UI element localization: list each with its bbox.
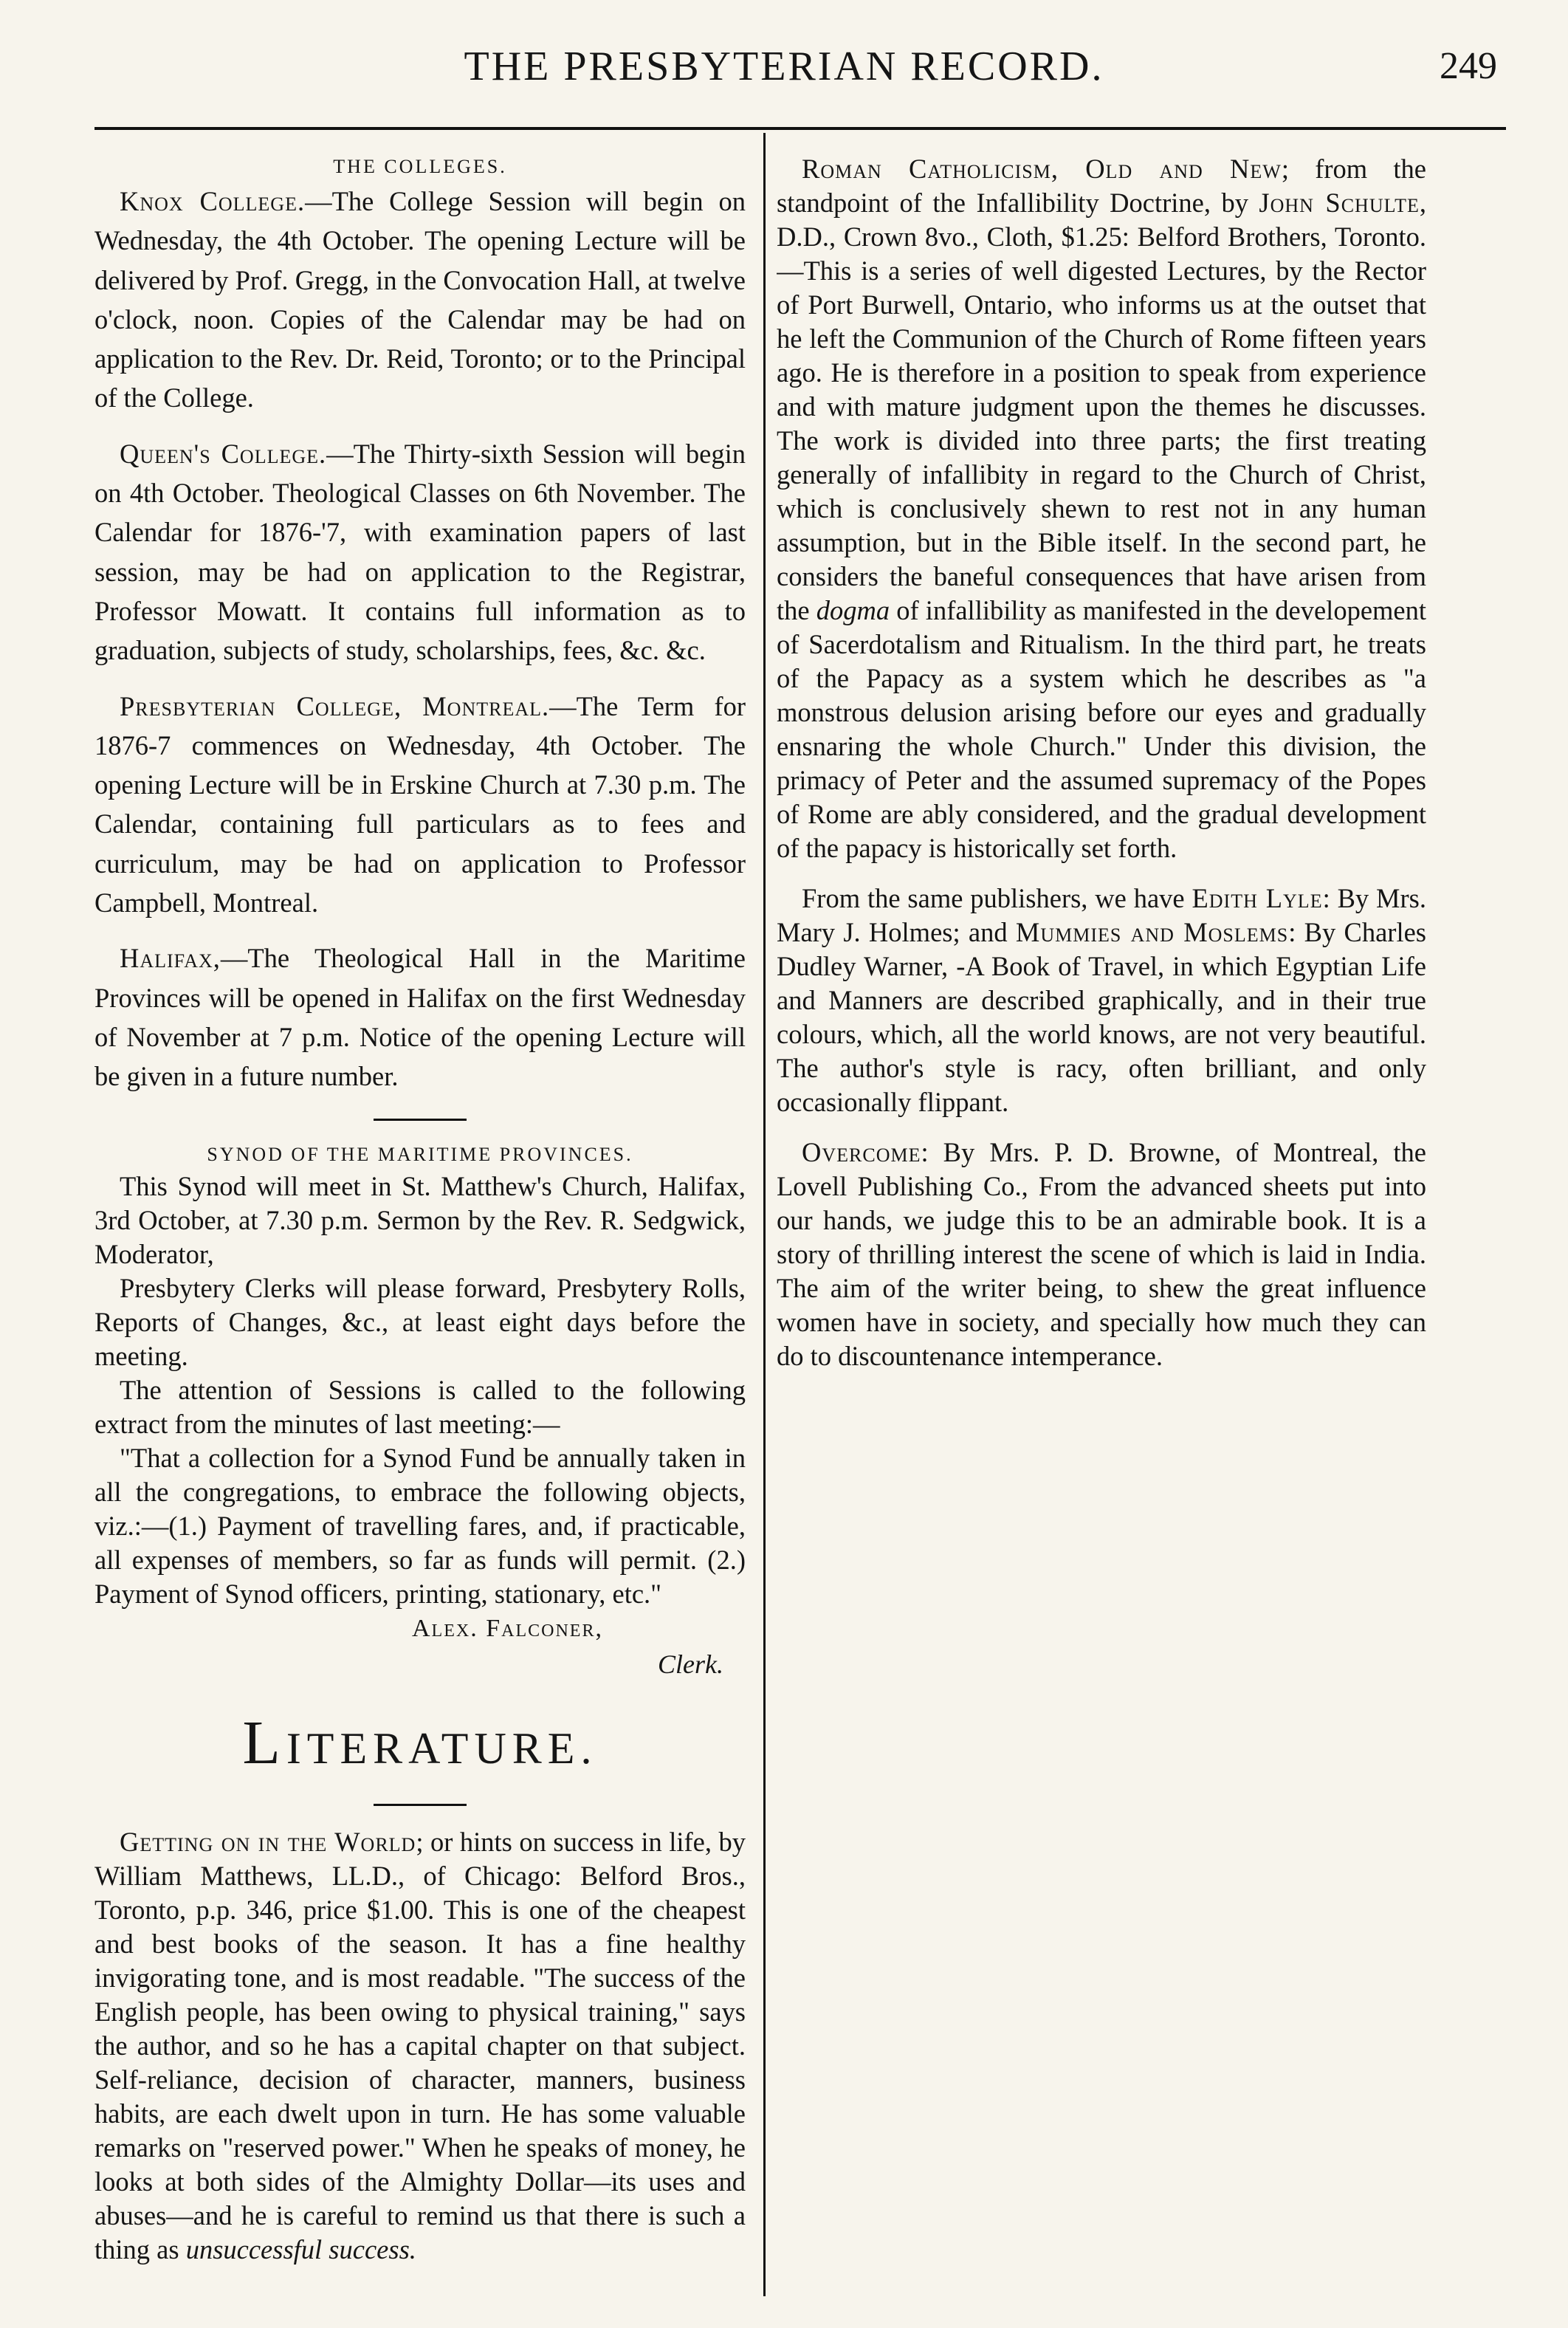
right-column: [777, 152, 1426, 2301]
mummies-moslems-title: Mummies and Moslems: [1015, 917, 1289, 947]
page-number: 249: [1440, 45, 1497, 87]
header-rule: [94, 127, 1506, 130]
getting-on-italic: unsuccessful success.: [185, 2233, 416, 2265]
queens-college-text: —The Thirty-sixth Session will begin on 4th October. Theological Classes on 6th November. The Calendar for 1876-'7, with examination papers of last session, may be had on application to the Registrar, Professor Mowatt. It contains full information as to graduation, subjects of study, scholarships, fees, &c. &c.: [94, 438, 746, 666]
same-publishers-text-1: From the same publishers, we have: [802, 883, 1192, 913]
halifax-name: Halifax,: [120, 943, 221, 974]
romanism-author: John Schulte: [1259, 188, 1420, 218]
romanism-text-3: of infallibility as manifested in the developement of Sacerdotalism and Ritualism. In the third part, he treats of the Papacy as a system which he describes as "a monstrous delusion arising before our eyes and gradually ensnaring the whole Church." Under this division, the primacy of Peter and the assumed supremacy of the Popes of Rome are ably considered, and the gradual development of the papacy is historically set forth.: [777, 595, 1426, 863]
synod-paragraph-1: This Synod will meet in St. Matthew's Church, Halifax, 3rd October, at 7.30 p.m. Sermon by the Rev. R. Sedgwick, Moderator,: [94, 1170, 746, 1269]
overcome-title: Overcome: [802, 1137, 921, 1167]
halifax-paragraph: [94, 938, 746, 1096]
halifax-text: —The Theological Hall in the Maritime Provinces will be opened in Halifax on the first Wednesday of November at 7 p.m. Notice of the opening Lecture will be given in a future number.: [94, 943, 746, 1092]
montreal-college-name: Presbyterian College, Montreal.: [120, 690, 550, 721]
queens-college-paragraph: [94, 434, 746, 670]
edith-lyle-title: Edith Lyle: [1192, 883, 1323, 913]
literature-heading-rest: ITERATURE.: [286, 1723, 598, 1773]
getting-on-review-part-1: [94, 1825, 746, 2267]
romanism-text-2: , D.D., Crown 8vo., Cloth, $1.25: Belford Brothers, Toronto.—This is a series of well digested Lectures, by the Rector of Port Burwell, Ontario, who informs us at the outset that he left the Communion of the Church of Rome fifteen years ago. He is therefore in a position to speak from experience and with mature judgment upon the themes he discusses. The work is divided into three parts; the first treating generally of infallibity in regard to the Church of Christ, which is conclusively shewn to rest not in any human assumption, but in the Bible itself. In the second part, he considers the baneful consequences that have arisen from the: [777, 188, 1426, 625]
romanism-italic-dogma: dogma: [816, 595, 890, 625]
overcome-review: [777, 1136, 1426, 1373]
literature-heading-initial: L: [242, 1708, 286, 1777]
same-publishers-review: [777, 882, 1426, 1119]
literature-heading: [94, 1710, 746, 1782]
romanism-title: Roman Catholicism, Old and New: [802, 154, 1282, 184]
knox-college-text: —The College Session will begin on Wednesday, the 4th October. The opening Lecture will be delivered by Prof. Gregg, in the Convocation Hall, at twelve o'clock, noon. Copies of the Calendar may be had on application to the Rev. Dr. Reid, Toronto; or to the Principal of the College.: [94, 186, 746, 413]
knox-college-name: Knox College.: [120, 186, 306, 216]
signature-name: Alex. Falconer,: [412, 1614, 603, 1642]
montreal-college-text: —The Term for 1876-7 commences on Wednesday, 4th October. The opening Lecture will be in Erskine Church at 7.30 p.m. The Calendar, containing full particulars as to fees and curriculum, may be had on application to Professor Campbell, Montreal.: [94, 690, 746, 919]
queens-college-name: Queen's College.: [120, 438, 327, 469]
synod-paragraph-3: The attention of Sessions is called to the following extract from the minutes of last meeting:—: [94, 1374, 746, 1439]
overcome-text: : By Mrs. P. D. Browne, of Montreal, the Lovell Publishing Co., From the advanced sheets put into our hands, we judge this to be an admirable book. It is a story of thrilling interest the scene of which is laid in India. The aim of the writer being, to shew the great influence women have in society, and specially how much they can do to discountenance intemperance.: [777, 1137, 1426, 1371]
romanism-text-1: ; from the standpoint of the Infallibility Doctrine, by: [777, 154, 1426, 218]
synod-paragraph-2: Presbytery Clerks will please forward, Presbytery Rolls, Reports of Changes, &c., at least eight days before the meeting.: [94, 1272, 746, 1371]
knox-college-paragraph: [94, 182, 746, 418]
same-publishers-text-3: : By Charles Dudley Warner, -A Book of Travel, in which Egyptian Life and Manners are described graphically, and in their true colours, which, all the world knows, are not very beautiful. The author's style is racy, often brilliant, and only occasionally flippant.: [777, 917, 1426, 1117]
literature-divider: [374, 1804, 467, 1806]
getting-on-title: Getting on in the World: [120, 1826, 416, 1857]
synod-resolution-quote: "That a collection for a Synod Fund be annually taken in all the congregations, to embrace the following objects, viz.:—(1.) Payment of travelling fares, and, if practicable, all expenses of members, so far as funds will permit. (2.) Payment of Synod officers, printing, stationary, etc.": [94, 1442, 746, 1609]
getting-on-text: ; or hints on success in life, by William Matthews, LL.D., of Chicago: Belford Bros., Toronto, p.p. 346, price $1.00. This is one of the cheapest and best books of the season. It has a fine healthy invigorating tone, and is most readable. "The success of the English people, has been owing to physical training," says the author, and so he has a capital chapter on that subject. Self-reliance, decision of character, manners, business habits, are each dwelt upon in turn. He has some valuable remarks on "reserved power." When he speaks of money, he looks at both sides of the Almighty Dollar—its uses and abuses—and he is careful to remind us that there is such a thing as: [94, 1826, 746, 2265]
section-divider: [374, 1119, 467, 1121]
signature-title: Clerk.: [658, 1649, 723, 1679]
colleges-heading: THE COLLEGES.: [333, 156, 507, 177]
page-header-title: THE PRESBYTERIAN RECORD.: [464, 44, 1104, 89]
left-column: [94, 152, 746, 2301]
montreal-college-paragraph: [94, 687, 746, 923]
synod-heading: SYNOD OF THE MARITIME PROVINCES.: [207, 1143, 633, 1165]
column-divider: [763, 133, 766, 2296]
romanism-review: [777, 152, 1426, 865]
same-publishers-text-2: : By Mrs. Mary J. Holmes; and: [777, 883, 1426, 947]
